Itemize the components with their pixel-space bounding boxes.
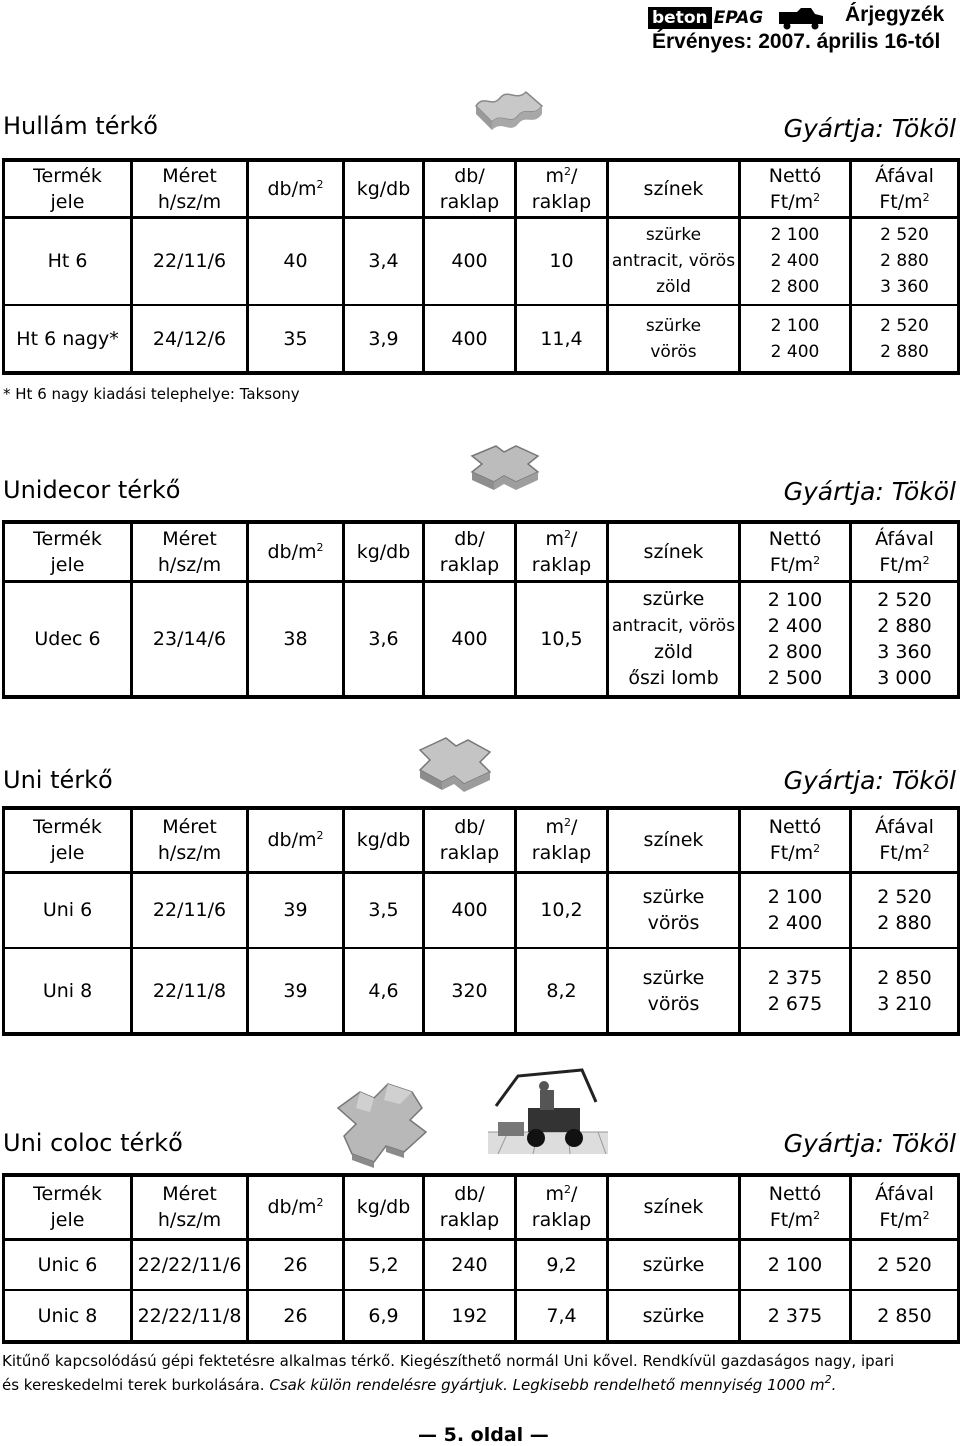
unicoloc-paver-image [330, 1078, 440, 1170]
col-termek: Termék jele [4, 522, 132, 581]
document-title: Árjegyzék [845, 3, 945, 26]
cell-szinek: szürke [608, 1290, 740, 1342]
col-dbm2: $db/m^2$ [248, 808, 344, 872]
col-szinek: színek [608, 160, 740, 217]
cell-dbm2: 26 [248, 1239, 344, 1290]
col-meret: Méret h/sz/m [132, 160, 248, 217]
description-line-2: és kereskedelmi terek burkolására. Csak külön rendelésre gyártjuk. Legkisebb rendelhető mennyiség 1000 $m^2$. [2, 1373, 837, 1394]
table-row [4, 581, 959, 697]
cell-meret: 22/22/11/8 [132, 1290, 248, 1342]
col-dbraklap: db/ raklap [424, 808, 516, 872]
col-m2raklap: $m^2/$ raklap [516, 808, 608, 872]
col-afaval: Áfával $Ft/m^2$ [851, 160, 959, 217]
cell-kgdb: 3,9 [344, 305, 424, 373]
col-meret: Méret h/sz/m [132, 522, 248, 581]
cell-kgdb: 5,2 [344, 1239, 424, 1290]
table-header-row [4, 808, 959, 872]
col-dbraklap: db/ raklap [424, 1175, 516, 1239]
hullam-paver-image [468, 84, 548, 144]
section-title-unicoloc: Uni coloc térkő [3, 1129, 183, 1157]
cell-kgdb: 6,9 [344, 1290, 424, 1342]
col-kgdb: kg/db [344, 522, 424, 581]
cell-netto: 2 100 2 400 2 800 [740, 217, 851, 305]
cell-netto: 2 100 2 400 [740, 872, 851, 948]
col-dbm2: $db/m^2$ [248, 160, 344, 217]
table-row [4, 217, 959, 305]
table-row [4, 1290, 959, 1342]
cell-netto: 2 100 2 400 2 800 2 500 [740, 581, 851, 697]
price-table-unidecor [2, 520, 960, 699]
uni-paver-image [416, 730, 506, 796]
validity-date: Érvényes: 2007. április 16-tól [652, 30, 941, 53]
cell-afaval: 2 520 [851, 1239, 959, 1290]
table-header-row [4, 160, 959, 217]
col-afaval: Áfával $Ft/m^2$ [851, 808, 959, 872]
col-m2raklap: $m^2/$ raklap [516, 1175, 608, 1239]
col-szinek: színek [608, 522, 740, 581]
description-line-1: Kitűnő kapcsolódású gépi fektetésre alkalmas térkő. Kiegészíthető normál Uni kővel. Rendkívül gazdaságos nagy, ipari [2, 1352, 895, 1370]
maker-label-unicoloc: Gyártja: Tököl [783, 1129, 956, 1158]
cell-jel: Unic 8 [4, 1290, 132, 1342]
cell-afaval: 2 520 2 880 3 360 3 000 [851, 581, 959, 697]
cell-dbraklap: 400 [424, 581, 516, 697]
cell-dbraklap: 240 [424, 1239, 516, 1290]
cell-meret: 24/12/6 [132, 305, 248, 373]
cell-afaval: 2 520 2 880 [851, 305, 959, 373]
cell-szinek: szürke antracit, vörös zöld őszi lomb [608, 581, 740, 697]
table-row [4, 305, 959, 373]
cell-afaval: 2 850 3 210 [851, 948, 959, 1034]
col-meret: Méret h/sz/m [132, 808, 248, 872]
col-netto: Nettó $Ft/m^2$ [740, 522, 851, 581]
cell-afaval: 2 850 [851, 1290, 959, 1342]
cell-dbm2: 39 [248, 948, 344, 1034]
col-netto: Nettó $Ft/m^2$ [740, 160, 851, 217]
maker-label-unidecor: Gyártja: Tököl [783, 477, 956, 506]
cell-meret: 22/11/6 [132, 217, 248, 305]
col-termek: Termék jele [4, 1175, 132, 1239]
cell-kgdb: 3,5 [344, 872, 424, 948]
cell-kgdb: 4,6 [344, 948, 424, 1034]
cell-m2raklap: 10,5 [516, 581, 608, 697]
col-meret: Méret h/sz/m [132, 1175, 248, 1239]
cell-dbm2: 38 [248, 581, 344, 697]
cell-szinek: szürke [608, 1239, 740, 1290]
logo-epag-text: EPAG [713, 8, 764, 28]
price-table-hullam [2, 158, 960, 375]
cell-jel: Uni 8 [4, 948, 132, 1034]
cell-netto: 2 375 [740, 1290, 851, 1342]
cell-kgdb: 3,4 [344, 217, 424, 305]
cell-szinek: szürke vörös [608, 872, 740, 948]
col-netto: Nettó $Ft/m^2$ [740, 1175, 851, 1239]
truck-icon [777, 6, 827, 30]
cell-dbm2: 35 [248, 305, 344, 373]
col-termek: Termék jele [4, 808, 132, 872]
section-title-hullam: Hullám térkő [3, 112, 158, 140]
col-kgdb: kg/db [344, 808, 424, 872]
cell-meret: 22/22/11/6 [132, 1239, 248, 1290]
price-table-unicoloc [2, 1173, 960, 1344]
col-m2raklap: $m^2/$ raklap [516, 522, 608, 581]
minimum-order-note: Csak külön rendelésre gyártjuk. Legkisebb rendelhető mennyiség 1000 $m^2$. [269, 1373, 837, 1394]
logo-beton-text: beton [648, 7, 712, 29]
cell-afaval: 2 520 2 880 3 360 [851, 217, 959, 305]
col-afaval: Áfával $Ft/m^2$ [851, 522, 959, 581]
col-dbraklap: db/ raklap [424, 160, 516, 217]
cell-netto: 2 100 2 400 [740, 305, 851, 373]
cell-dbraklap: 320 [424, 948, 516, 1034]
col-szinek: színek [608, 1175, 740, 1239]
cell-jel: Ht 6 [4, 217, 132, 305]
cell-m2raklap: 10,2 [516, 872, 608, 948]
table-row [4, 872, 959, 948]
cell-dbm2: 26 [248, 1290, 344, 1342]
cell-netto: 2 375 2 675 [740, 948, 851, 1034]
cell-m2raklap: 9,2 [516, 1239, 608, 1290]
col-netto: Nettó $Ft/m^2$ [740, 808, 851, 872]
col-afaval: Áfával $Ft/m^2$ [851, 1175, 959, 1239]
cell-netto: 2 100 [740, 1239, 851, 1290]
cell-m2raklap: 11,4 [516, 305, 608, 373]
product-description [2, 1349, 958, 1397]
col-termek: Termék jele [4, 160, 132, 217]
cell-m2raklap: 8,2 [516, 948, 608, 1034]
cell-dbm2: 40 [248, 217, 344, 305]
cell-jel: Ht 6 nagy* [4, 305, 132, 373]
cell-kgdb: 3,6 [344, 581, 424, 697]
cell-szinek: szürke vörös [608, 948, 740, 1034]
cell-dbraklap: 400 [424, 872, 516, 948]
table-row [4, 1239, 959, 1290]
maker-label-hullam: Gyártja: Tököl [783, 114, 956, 143]
table-header-row [4, 1175, 959, 1239]
cell-dbraklap: 400 [424, 217, 516, 305]
section-title-unidecor: Unidecor térkő [3, 476, 181, 504]
col-kgdb: kg/db [344, 160, 424, 217]
col-dbm2: $db/m^2$ [248, 522, 344, 581]
col-dbraklap: db/ raklap [424, 522, 516, 581]
cell-meret: 22/11/6 [132, 872, 248, 948]
cell-jel: Udec 6 [4, 581, 132, 697]
paving-machine-image [478, 1062, 618, 1162]
col-kgdb: kg/db [344, 1175, 424, 1239]
cell-m2raklap: 7,4 [516, 1290, 608, 1342]
section-title-uni: Uni térkő [3, 766, 113, 794]
cell-jel: Uni 6 [4, 872, 132, 948]
cell-jel: Unic 6 [4, 1239, 132, 1290]
table-row [4, 948, 959, 1034]
unidecor-paver-image [466, 438, 556, 498]
cell-dbraklap: 192 [424, 1290, 516, 1342]
cell-afaval: 2 520 2 880 [851, 872, 959, 948]
cell-meret: 22/11/8 [132, 948, 248, 1034]
company-logo [648, 6, 827, 30]
col-m2raklap: $m^2/$ raklap [516, 160, 608, 217]
price-table-uni [2, 806, 960, 1036]
cell-meret: 23/14/6 [132, 581, 248, 697]
maker-label-uni: Gyártja: Tököl [783, 766, 956, 795]
col-dbm2: $db/m^2$ [248, 1175, 344, 1239]
cell-szinek: szürke antracit, vörös zöld [608, 217, 740, 305]
table-header-row [4, 522, 959, 581]
cell-dbraklap: 400 [424, 305, 516, 373]
page-number: — 5. oldal — [418, 1424, 549, 1446]
footnote-taksony: * Ht 6 nagy kiadási telephelye: Taksony [3, 385, 300, 403]
col-szinek: színek [608, 808, 740, 872]
cell-dbm2: 39 [248, 872, 344, 948]
cell-szinek: szürke vörös [608, 305, 740, 373]
cell-m2raklap: 10 [516, 217, 608, 305]
